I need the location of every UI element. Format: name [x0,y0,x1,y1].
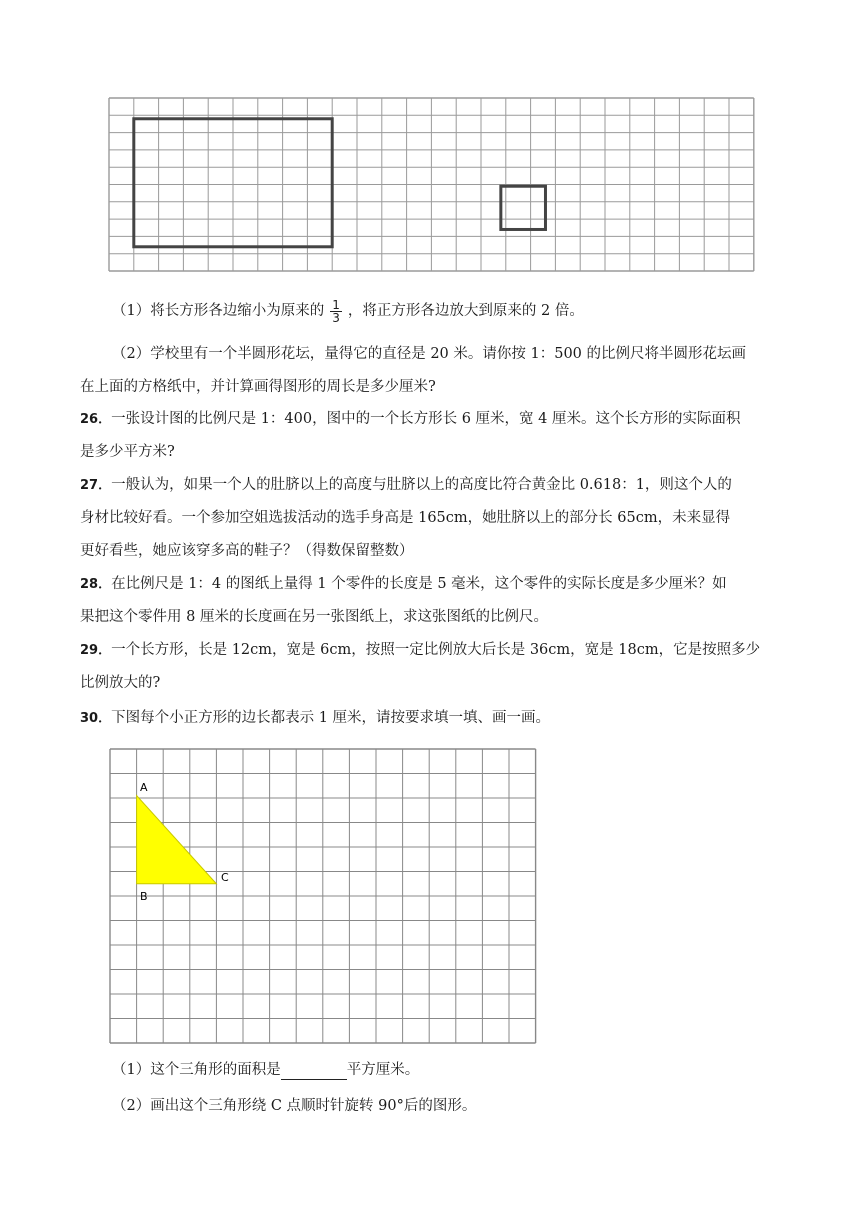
q28-line1 [80,568,780,601]
fraction-one-third [330,299,342,324]
point-b-label: B [140,890,148,903]
fraction-numerator: 1 [332,297,340,312]
q30-number: 30． [80,711,112,726]
q25-part1 [112,295,812,328]
point-c-label: C [221,871,229,884]
top-grid-lines [109,98,754,271]
fraction-denominator: 3 [332,310,340,325]
q30-part1-text-b: 平方厘米。 [346,1062,420,1078]
q30-line1 [80,702,780,735]
q29-line1 [80,634,780,667]
point-a-label: A [140,781,148,794]
answer-blank[interactable] [281,1063,347,1080]
q25-part2-line2: 在上面的方格纸中，并计算画得图形的周长是多少厘米? [80,379,436,395]
q29-line2: 比例放大的? [80,675,161,691]
q28-text-1: 在比例尺是 1：4 的图纸上量得 1 个零件的长度是 5 毫米，这个零件的实际长度是多少厘米？如 [111,576,727,592]
q27-number: 27． [80,478,112,493]
q27-line3: 更好看些，她应该穿多高的鞋子？（得数保留整数） [80,543,414,559]
q28-number: 28． [80,577,112,592]
q29-number: 29． [80,643,112,658]
q26-number: 26． [80,412,112,427]
q27-line1 [80,469,780,502]
q27-line2: 身材比较好看。一个参加空姐选拔活动的选手身高是 165cm，她肚脐以上的部分长 65cm，未来显得 [80,510,731,526]
q27-text-1: 一般认为，如果一个人的肚脐以上的高度与肚脐以上的高度比符合黄金比 0.618：1，则这个人的 [111,477,732,493]
triangle-abc [137,796,217,884]
q25-part2-line1: （2）学校里有一个半圆形花坛，量得它的直径是 20 米。请你按 1：500 的比例尺将半圆形花坛画 [112,346,747,362]
q28-line2: 果把这个零件用 8 厘米的长度画在另一张图纸上，求这张图纸的比例尺。 [80,609,548,625]
q25-part1-text-b: ，将正方形各边放大到原来的 2 倍。 [347,303,584,319]
q26-text-1: 一张设计图的比例尺是 1：400，图中的一个长方形长 6 厘米，宽 4 厘米。这个长方形的实际面积 [111,411,741,427]
q30-part1 [112,1054,812,1087]
q26-line2: 是多少平方米? [80,444,175,460]
q30-part1-text-a: （1）这个三角形的面积是 [112,1062,281,1078]
q30-text-1: 下图每个小正方形的边长都表示 1 厘米，请按要求填一填、画一画。 [111,710,551,726]
q30-grid-lines [110,749,536,1043]
q26-line1 [80,403,780,436]
q29-text-1: 一个长方形，长是 12cm，宽是 6cm，按照一定比例放大后长是 36cm，宽是 18cm，它是按照多少 [111,642,761,658]
q25-part1-text-a: （1）将长方形各边缩小为原来的 [112,303,325,319]
q30-part2: （2）画出这个三角形绕 C 点顺时针旋转 90°后的图形。 [112,1098,477,1114]
square-shape [501,186,546,229]
